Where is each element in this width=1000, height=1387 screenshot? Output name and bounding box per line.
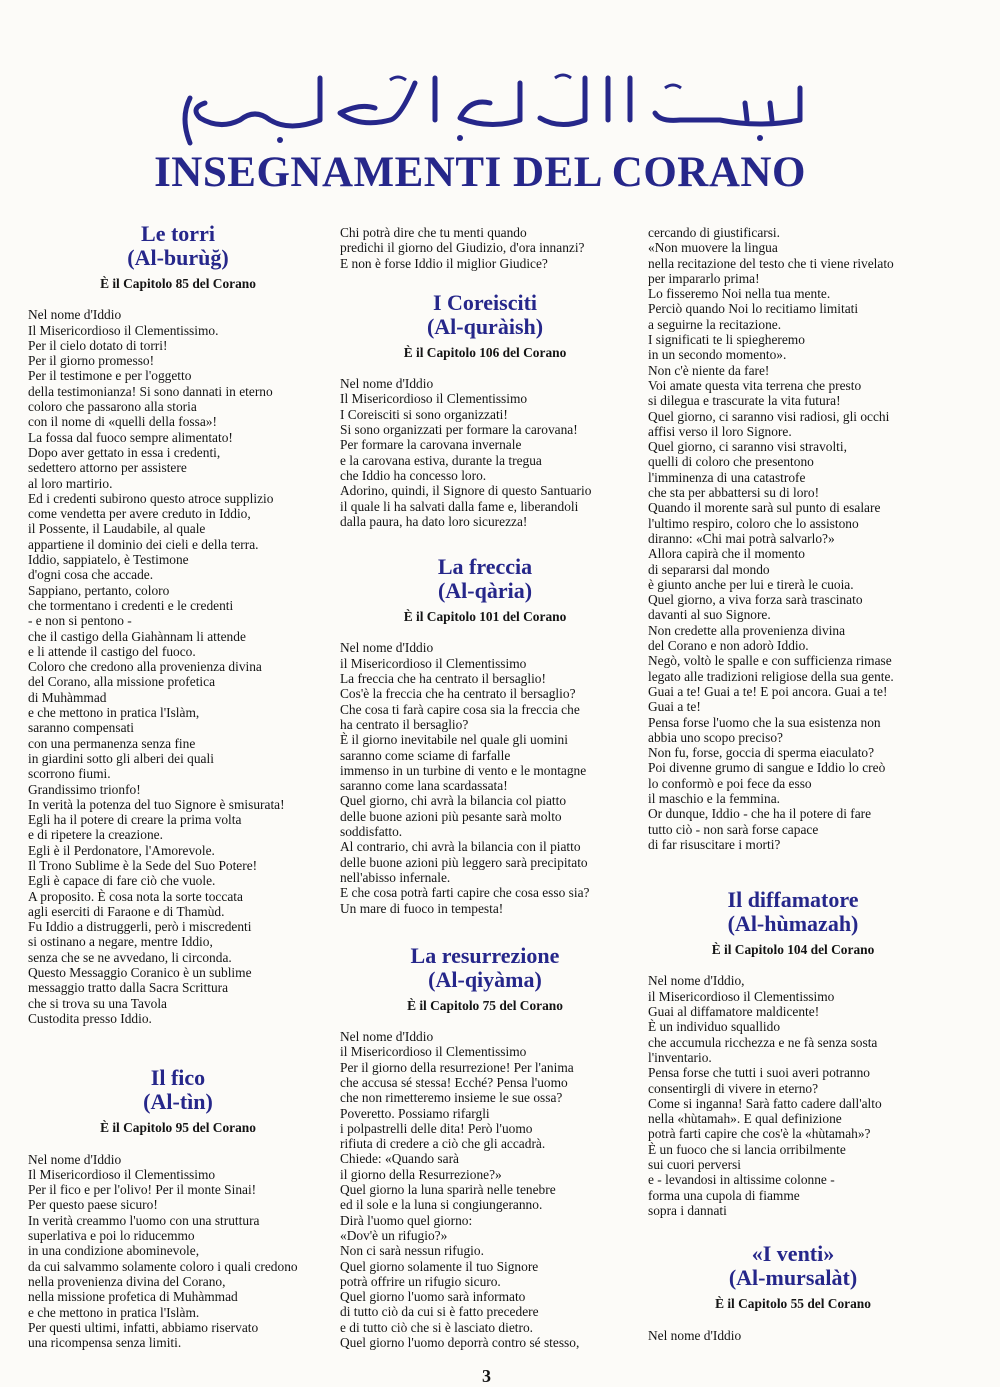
text-line: l'inventario. — [648, 1049, 712, 1065]
text-line: il Misericordioso il Clementissimo — [340, 655, 527, 671]
text-line: con il nome di «quelli della fossa»! — [28, 414, 217, 430]
text-line: Per il testimone e per l'oggetto — [28, 368, 192, 384]
section-title: La freccia — [437, 554, 533, 580]
text-line: nella missione profetica di Muhàmmad — [28, 1289, 238, 1305]
section-subtitle: È il Capitolo 106 del Corano — [403, 344, 567, 360]
text-line: A proposito. È cosa nota la sorte toccata — [28, 888, 243, 904]
text-line: Che cosa ti farà capire cosa sia la freccia che — [340, 701, 580, 717]
text-line: rifiuta di credere a ciò che gli accadrà. — [340, 1136, 546, 1152]
text-line: Custodita presso Iddio. — [28, 1010, 152, 1026]
text-line: in una condizione abominevole, — [28, 1243, 200, 1259]
text-line: superlativa e poi lo riducemmo — [28, 1228, 195, 1244]
text-line: - e non si pentono - — [28, 613, 132, 629]
text-line: che il castigo della Giahànnam li attende — [28, 628, 246, 644]
text-line: soddisfatto. — [340, 824, 403, 840]
text-line: Guai a te! — [648, 699, 701, 715]
text-line: che tormentano i credenti e le credenti — [28, 597, 234, 613]
text-line: Quel giorno, chi avrà la bilancia col piatto — [340, 793, 567, 809]
text-line: senza che se ne avvedano, li circonda. — [28, 949, 232, 965]
text-line: messaggio tratto dalla Sacra Scrittura — [28, 980, 229, 996]
section-body — [340, 1029, 630, 1350]
text-line: cercando di giustificarsi. — [648, 225, 780, 240]
text-line: e la carovana estiva, durante la tregua — [340, 452, 542, 468]
text-line: È un fuoco che si lancia orribilmente — [648, 1141, 846, 1157]
section-title: Le torri — [141, 221, 215, 246]
section-title: Il fico — [150, 1065, 206, 1091]
text-line: Ed i credenti subirono questo atroce supplizio — [28, 490, 274, 506]
text-line: Or dunque, Iddio - che ha il potere di fare — [648, 806, 872, 822]
text-line: E non è forse Iddio il miglior Giudice? — [340, 255, 548, 271]
text-line: potrà offrire un rifugio sicuro. — [340, 1273, 501, 1289]
text-line: il Misericordioso il Clementissimo — [648, 988, 835, 1004]
page-number: 3 — [482, 1366, 491, 1386]
text-line: l'ultimo respiro, coloro che lo assistono — [648, 515, 859, 531]
text-line: che sta per abbattersi su di loro! — [648, 485, 820, 501]
section-coreisciti — [340, 291, 630, 529]
text-line: Quel giorno solamente il tuo Signore — [340, 1258, 539, 1274]
text-line: Cos'è la freccia che ha centrato il bersaglio? — [340, 686, 576, 702]
text-line: Chi potrà dire che tu menti quando — [340, 225, 527, 240]
text-line: Sappiano, pertanto, coloro — [28, 582, 170, 598]
text-line: di tutto ciò da cui si è fatto precedere — [340, 1304, 539, 1320]
text-line: si ostinano a negare, mentre Iddio, — [28, 934, 213, 950]
text-line: Nel nome d'Iddio — [28, 307, 122, 323]
text-line: della testimonianza! Si sono dannati in eterno — [28, 383, 273, 399]
text-line: Guai al diffamatore maldicente! — [648, 1004, 820, 1020]
text-line: una ricompensa senza limiti. — [28, 1335, 182, 1351]
text-line: Lo fisseremo Noi nella tua mente. — [648, 286, 831, 302]
text-line: È un individuo squallido — [648, 1019, 781, 1035]
text-line: Egli ha il potere di creare la prima volta — [28, 812, 242, 828]
text-line: scorrono fiumi. — [28, 766, 111, 782]
section-title-arabic: (Al-qiyàma) — [428, 966, 542, 992]
section-torri — [28, 222, 328, 1026]
text-line: Il Misericordioso il Clementissimo — [28, 1166, 216, 1182]
text-line: Fu Iddio a distruggerli, però i miscredenti — [28, 919, 252, 935]
text-line: che accusa sé stessa! Ecché? Pensa l'uomo — [340, 1074, 568, 1090]
text-line: Non c'è niente da fare! — [648, 362, 770, 378]
text-line: Il Misericordioso il Clementissimo — [340, 391, 528, 407]
text-line: Dopo aver gettato in essa i credenti, — [28, 444, 221, 460]
text-line: Questo Messaggio Coranico è un sublime — [28, 965, 252, 981]
text-line: d'ogni cosa che accade. — [28, 567, 154, 583]
text-line: Per il giorno della resurrezione! Per l'anima — [340, 1059, 574, 1075]
text-line: Per il giorno promesso! — [28, 353, 155, 369]
text-line: e che mettono in pratica l'Islàm. — [28, 1304, 200, 1320]
text-line: il giorno della Resurrezione?» — [340, 1166, 502, 1182]
text-line: Nel nome d'Iddio — [340, 376, 434, 392]
section-subtitle: È il Capitolo 95 del Corano — [100, 1120, 256, 1136]
text-line: Nel nome d'Iddio — [340, 640, 434, 656]
text-line: nella recitazione del testo che ti viene rivelato — [648, 255, 894, 271]
text-line: Pensa forse che tutti i suoi averi potranno — [648, 1065, 871, 1081]
text-line: il Possente, il Laudabile, al quale — [28, 521, 206, 537]
text-line: Egli è capace di fare ciò che vuole. — [28, 873, 216, 889]
text-line: Non credette alla provenienza divina — [648, 622, 846, 638]
text-line: Pensa forse l'uomo che la sua esistenza non — [648, 714, 881, 730]
section-diffamatore — [648, 888, 938, 1218]
text-line: legato alle tradizioni religiose della sua gente. — [648, 668, 894, 684]
text-line: il quale li ha salvati dalla fame e, liberandoli — [340, 498, 579, 514]
page-title: INSEGNAMENTI DEL CORANO — [154, 149, 806, 196]
text-line: Nel nome d'Iddio — [28, 1151, 122, 1167]
text-line: al loro martirio. — [28, 475, 113, 491]
text-line: Al contrario, chi avrà la bilancia con il piatto — [340, 839, 581, 855]
text-line: davanti al suo Signore. — [648, 607, 771, 623]
text-line: a seguirne la recitazione. — [648, 316, 782, 332]
text-line: delle buone azioni più leggero sarà precipitato — [340, 854, 588, 870]
section-subtitle: È il Capitolo 85 del Corano — [100, 276, 256, 291]
column-1 — [28, 222, 328, 1350]
section-title-arabic: (Al-burùğ) — [127, 245, 229, 270]
text-line: Per questo paese sicuro! — [28, 1197, 158, 1213]
text-line: «Dov'è un rifugio?» — [340, 1227, 448, 1243]
column-3 — [648, 225, 938, 1343]
text-line: La freccia che ha centrato il bersaglio! — [340, 671, 546, 687]
text-line: nell'abisso infernale. — [340, 869, 451, 885]
text-line: affisi verso il loro Signore. — [648, 423, 792, 439]
text-line: del Corano e non adorò Iddio. — [648, 638, 809, 654]
text-line: Allora capirà che il momento — [648, 546, 805, 562]
section-body — [28, 1152, 328, 1351]
section-title-arabic: (Al-qària) — [437, 578, 533, 604]
text-line: in un secondo momento». — [648, 347, 787, 363]
text-line: appartiene il dominio dei cieli e della terra. — [28, 536, 259, 552]
text-line: potrà farti capire che cos'è la «hùtamah»? — [648, 1126, 871, 1142]
text-line: tutto ciò - non sarà forse capace — [648, 821, 819, 837]
text-line: Quel giorno l'uomo sarà informato — [340, 1289, 526, 1305]
text-line: In verità creammo l'uomo con una struttura — [28, 1212, 260, 1228]
text-line: È il giorno inevitabile nel quale gli uomini — [340, 732, 568, 748]
text-line: Dirà l'uomo quel giorno: — [340, 1212, 473, 1228]
section-body-continued — [340, 225, 630, 271]
text-line: Quel giorno, a viva forza sarà trascinato — [648, 592, 863, 608]
text-line: dalla paura, ha dato loro sicurezza! — [340, 513, 528, 529]
text-line: Coloro che credono alla provenienza divina — [28, 659, 262, 675]
section-freccia — [340, 555, 630, 916]
text-line: immenso in un turbine di vento e le montagne — [340, 762, 587, 778]
text-line: Guai a te! Guai a te! E poi ancora. Guai a te! — [648, 683, 888, 699]
section-body — [648, 1328, 938, 1343]
text-line: e li attende il castigo del fuoco. — [28, 643, 196, 659]
text-line: il maschio e la femmina. — [648, 790, 781, 806]
text-line: che si trova su una Tavola — [28, 995, 168, 1011]
text-line: il Misericordioso il Clementissimo — [340, 1044, 527, 1060]
text-line: Poveretto. Possiamo rifargli — [340, 1105, 490, 1121]
section-title: «I venti» — [751, 1241, 835, 1267]
text-line: abbia uno scopo preciso? — [648, 729, 783, 745]
basmala-calligraphy — [160, 58, 850, 153]
text-line: Nel nome d'Iddio — [340, 1029, 434, 1045]
section-title: La resurrezione — [410, 942, 560, 968]
section-subtitle: È il Capitolo 55 del Corano — [715, 1296, 871, 1312]
text-line: e di tutto ciò che si è lasciato dietro. — [340, 1319, 533, 1335]
text-line: coloro che passarono alla storia — [28, 399, 197, 415]
text-line: Come si inganna! Sarà fatto cadere dall'alto — [648, 1095, 882, 1111]
section-title-arabic: (Al-quràish) — [426, 313, 544, 339]
text-line: Nel nome d'Iddio — [648, 1327, 742, 1343]
section-title: I Coreisciti — [432, 289, 538, 315]
section-title-arabic: (Al-hùmazah) — [727, 911, 859, 937]
text-line: Si sono organizzati per formare la carovana! — [340, 422, 578, 438]
text-line: nella provenienza divina del Corano, — [28, 1273, 226, 1289]
text-line: E che cosa potrà farti capire che cosa esso sia? — [340, 885, 590, 901]
text-line: e - levandosi in altissime colonne - — [648, 1172, 835, 1188]
section-title-arabic: (Al-tìn) — [143, 1089, 213, 1115]
column-2 — [340, 225, 630, 1350]
text-line: Quel giorno, ci saranno visi stravolti, — [648, 439, 847, 455]
text-line: sui cuori perversi — [648, 1157, 741, 1173]
text-line: delle buone azioni più pesante sarà molto — [340, 808, 562, 824]
section-title: Il diffamatore — [727, 887, 859, 913]
text-line: I Coreisciti si sono organizzati! — [340, 406, 508, 422]
text-line: Un mare di fuoco in tempesta! — [340, 900, 504, 916]
section-subtitle: È il Capitolo 75 del Corano — [407, 997, 563, 1013]
text-line: Per il fico e per l'olivo! Per il monte Sinai! — [28, 1182, 257, 1198]
text-line: Chiede: «Quando sarà — [340, 1151, 459, 1167]
text-line: nella «hùtamah». E qual definizione — [648, 1111, 842, 1127]
text-line: Iddio, sappiatelo, è Testimone — [28, 552, 189, 568]
text-line: In verità la potenza del tuo Signore è smisurata! — [28, 796, 285, 812]
text-line: per impararlo prima! — [648, 270, 760, 286]
text-line: Quel giorno l'uomo deporrà contro sé stesso, — [340, 1335, 580, 1351]
text-line: Adorino, quindi, il Signore di questo Santuario — [340, 483, 592, 499]
section-fico — [28, 1066, 328, 1350]
text-line: Non ci sarà nessun rifugio. — [340, 1243, 484, 1259]
section-body — [340, 376, 630, 529]
text-line: Il Trono Sublime è la Sede del Suo Potere! — [28, 857, 258, 873]
text-line: agli eserciti di Faraone e di Thamùd. — [28, 903, 225, 919]
text-line: saranno compensati — [28, 720, 134, 736]
text-line: forma una cupola di fiamme — [648, 1187, 800, 1203]
text-line: e che mettono in pratica l'Islàm, — [28, 705, 200, 721]
text-line: l'imminenza di una catastrofe — [648, 469, 806, 485]
text-line: quelli di coloro che presentono — [648, 454, 814, 470]
text-line: con una permanenza senza fine — [28, 735, 196, 751]
text-line: Grandissimo trionfo! — [28, 781, 141, 797]
text-line: ed il sole e la luna si congiungeranno. — [340, 1197, 543, 1213]
text-line: Per formare la carovana invernale — [340, 437, 522, 453]
section-title-arabic: (Al-mursalàt) — [728, 1265, 858, 1291]
section-resurrezione — [340, 944, 630, 1351]
text-line: lo conformò e poi fece da esso — [648, 775, 812, 791]
text-line: consentirgli di vivere in eterno? — [648, 1080, 819, 1096]
text-line: sopra i dannati — [648, 1202, 727, 1218]
text-line: Per questi ultimi, infatti, abbiamo riservato — [28, 1319, 259, 1335]
section-subtitle: È il Capitolo 101 del Corano — [403, 609, 567, 625]
text-line: Non fu, forse, goccia di sperma eiaculato? — [648, 745, 875, 761]
text-line: di Muhàmmad — [28, 689, 107, 705]
text-line: Quel giorno, ci saranno visi radiosi, gli occhi — [648, 408, 890, 424]
text-line: da cui salvammo solamente coloro i quali credono — [28, 1258, 298, 1274]
text-line: sedettero attorno per assistere — [28, 460, 187, 476]
text-line: si dilegua e trascurate la vita futura! — [648, 393, 841, 409]
text-line: in giardini sotto gli alberi dei quali — [28, 750, 214, 766]
text-line: Voi amate questa vita terrena che presto — [648, 377, 862, 393]
text-line: Il Misericordioso il Clementissimo. — [28, 322, 219, 338]
text-line: Nel nome d'Iddio, — [648, 973, 745, 989]
text-line: i polpastrelli delle dita! Però l'uomo — [340, 1120, 533, 1136]
text-line: Poi divenne grumo di sangue e Iddio lo creò — [648, 760, 886, 776]
text-line: Quando il morente sarà sul punto di esalare — [648, 500, 881, 516]
text-line: e di ripetere la creazione. — [28, 827, 163, 843]
section-body — [28, 307, 328, 1026]
text-line: Egli è il Perdonatore, l'Amorevole. — [28, 842, 215, 858]
text-line: che accumula ricchezza e ne fà senza sosta — [648, 1034, 878, 1050]
text-line: come vendetta per avere creduto in Iddio, — [28, 506, 251, 522]
text-line: saranno come sciame di farfalle — [340, 747, 511, 763]
text-line: Negò, voltò le spalle e con sufficienza rimase — [648, 653, 892, 669]
text-line: del Corano, alla missione profetica — [28, 674, 216, 690]
section-subtitle: È il Capitolo 104 del Corano — [711, 942, 875, 958]
section-body — [340, 640, 630, 915]
text-line: predichi il giorno del Giudizio, d'ora innanzi? — [340, 240, 585, 256]
text-line: I significati te li spiegheremo — [648, 332, 805, 348]
text-line: che Iddio ha concesso loro. — [340, 467, 487, 483]
text-line: Quel giorno la luna sparirà nelle tenebre — [340, 1182, 556, 1198]
text-line: Perciò quando Noi lo recitiamo limitati — [648, 301, 859, 317]
text-line: di far risuscitare i morti? — [648, 836, 781, 852]
text-line: che non rimetteremo insieme le sue ossa? — [340, 1090, 563, 1106]
section-body-continued — [648, 225, 938, 852]
text-line: La fossa dal fuoco sempre alimentato! — [28, 429, 233, 445]
section-venti — [648, 1242, 938, 1343]
text-line: di separarsi dal mondo — [648, 561, 770, 577]
text-line: saranno come lana scardassata! — [340, 778, 508, 794]
text-line: diranno: «Chi mai potrà salvarlo?» — [648, 530, 835, 546]
text-line: ha centrato il bersaglio? — [340, 716, 469, 732]
section-body — [648, 973, 938, 1218]
text-line: è giunto anche per lui e tirerà le cuoia. — [648, 576, 854, 592]
text-line: «Non muovere la lingua — [648, 240, 778, 256]
text-line: Per il cielo dotato di torri! — [28, 337, 168, 353]
